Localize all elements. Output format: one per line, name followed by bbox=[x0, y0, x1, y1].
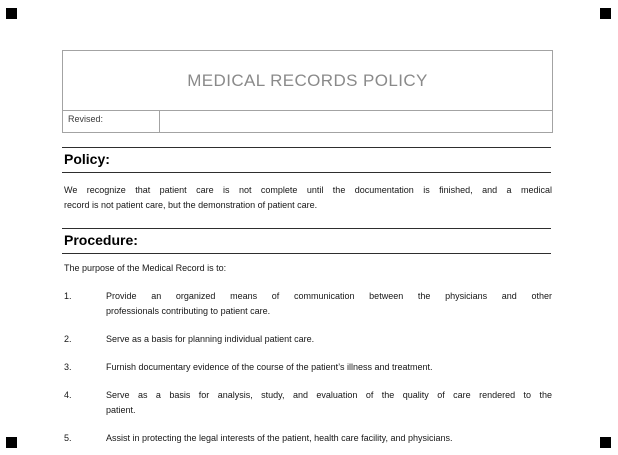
list-item-text bbox=[106, 289, 552, 319]
revised-row bbox=[63, 111, 552, 132]
list-item bbox=[64, 388, 552, 418]
text-line: Furnish documentary evidence of the course of the patient’s illness and treatment. bbox=[106, 362, 433, 372]
procedure-section-heading: Procedure: bbox=[62, 228, 551, 254]
list-item-text bbox=[106, 388, 552, 418]
policy-section-heading: Policy: bbox=[62, 147, 551, 173]
text-line: The purpose of the Medical Record is to: bbox=[64, 263, 227, 273]
corner-mark-bottom-left bbox=[6, 437, 17, 448]
text-line: Serve as a basis for planning individual patient care. bbox=[106, 334, 315, 344]
text-line: professionals contributing to patient care. bbox=[106, 306, 271, 316]
policy-paragraph bbox=[64, 183, 552, 213]
text-line: Provide an organized means of communication between the physicians and other bbox=[106, 291, 552, 301]
procedure-list bbox=[64, 289, 552, 455]
text-line: record is not patient care, but the demonstration of patient care. bbox=[64, 200, 318, 210]
list-item-text bbox=[106, 360, 552, 375]
document-title: MEDICAL RECORDS POLICY bbox=[63, 51, 552, 111]
text-line: patient. bbox=[106, 405, 136, 415]
list-item bbox=[64, 289, 552, 319]
list-item-number: 4. bbox=[64, 390, 72, 400]
corner-mark-top-left bbox=[6, 8, 17, 19]
text-line: Assist in protecting the legal interests of the patient, health care facility, and physicians. bbox=[106, 433, 453, 443]
list-item bbox=[64, 332, 552, 347]
corner-mark-top-right bbox=[600, 8, 611, 19]
list-item-number: 5. bbox=[64, 433, 72, 443]
revised-label: Revised: bbox=[63, 111, 160, 132]
document-header-table bbox=[62, 50, 553, 133]
list-item-text bbox=[106, 332, 552, 347]
text-line: We recognize that patient care is not complete until the documentation is finished, and a medical bbox=[64, 185, 552, 195]
list-item-number: 3. bbox=[64, 362, 72, 372]
list-item-number: 1. bbox=[64, 291, 72, 301]
procedure-intro bbox=[64, 261, 552, 276]
text-line: Serve as a basis for analysis, study, and evaluation of the quality of care rendered to the bbox=[106, 390, 552, 400]
list-item-number: 2. bbox=[64, 334, 72, 344]
list-item bbox=[64, 360, 552, 375]
corner-mark-bottom-right bbox=[600, 437, 611, 448]
revised-value-field bbox=[160, 111, 552, 132]
list-item-text bbox=[106, 431, 552, 446]
list-item bbox=[64, 431, 552, 446]
